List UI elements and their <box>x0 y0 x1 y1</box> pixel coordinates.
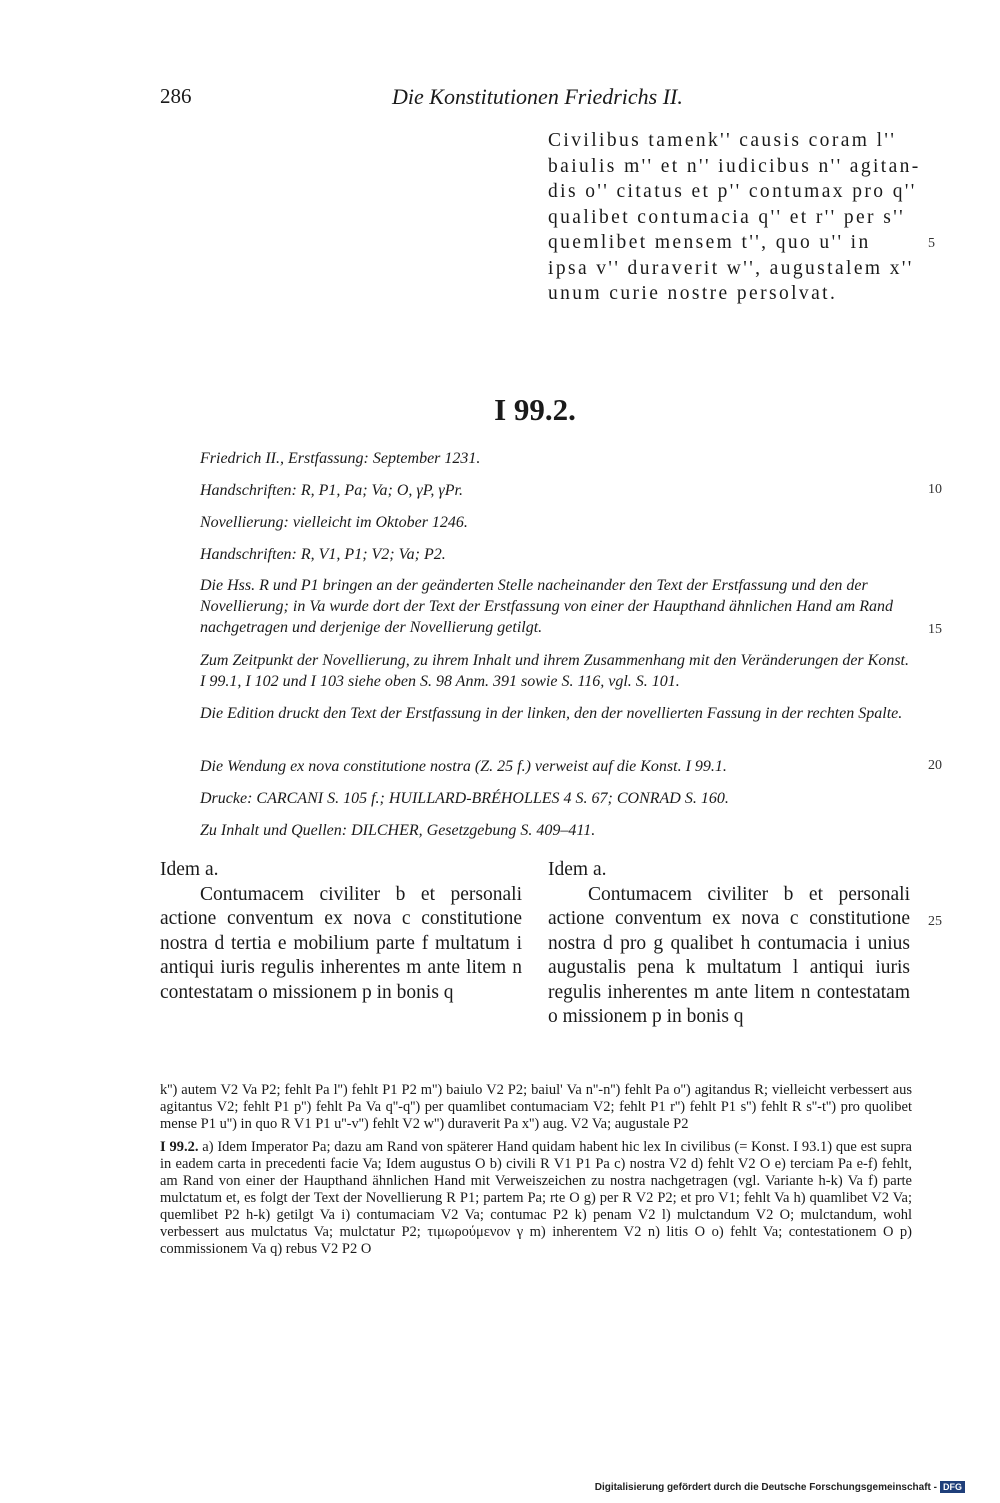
right-column-heading: Idem a. <box>548 859 607 880</box>
intro-paragraph: Novellierung: vielleicht im Oktober 1246. <box>200 514 468 531</box>
continued-line: quemlibet mensem t'', quo u'' in <box>548 232 871 253</box>
right-column-revised-version <box>548 858 910 1030</box>
intro-paragraph: Die Edition druckt den Text der Erstfassung in der linken, den der novellierten Fassung in der rechten Spalte. <box>200 705 903 722</box>
intro-paragraph: Die Wendung ex nova constitutione nostra (Z. 25 f.) verweist auf die Konst. I 99.1. <box>200 758 727 775</box>
intro-paragraph: Friedrich II., Erstfassung: September 1231. <box>200 450 481 467</box>
footnotes-section <box>160 1139 912 1258</box>
left-column-first-version <box>160 858 522 1005</box>
running-title: Die Konstitutionen Friedrichs II. <box>392 84 683 109</box>
critical-apparatus <box>160 1082 912 1264</box>
continued-text-block <box>548 128 921 307</box>
continued-line: ipsa v'' duraverit w'', augustalem x'' <box>548 257 914 279</box>
line-number-20: 20 <box>928 758 942 773</box>
line-number-10: 10 <box>928 482 942 497</box>
footnotes-continued: k'') autem V2 Va P2; fehlt Pa l'') fehlt P1 P2 m'') baiulo V2 P2; baiul' Va n''-n'') fehlt Pa o'') agitandus R; vielleicht verbessert aus agitantus V2; fehlt P1 p'') fehlt Pa Va q''-q'') per quamlibet contumaciam V2; fehlt P1 r'') fehlt P1 s'') fehlt R s''-t'') pro quolibet mense P1 u'') in quo R V1 P1 u''-v'') fehlt V2 w'') duraverit Pa x'') aug. V2 Va; augustale P2 <box>160 1082 912 1132</box>
continued-line: baiulis m'' et n'' iudicibus n'' agitan- <box>548 155 921 177</box>
intro-paragraph: Handschriften: R, P1, Pa; Va; O, γP, γPr. <box>200 482 463 499</box>
footer-credit <box>595 1481 965 1493</box>
intro-paragraph: Handschriften: R, V1, P1; V2; Va; P2. <box>200 546 446 563</box>
line-number-15: 15 <box>928 622 942 637</box>
footnotes-section-label: I 99.2. <box>160 1139 199 1155</box>
left-column-body: Contumacem civiliter b et personali actione conventum ex nova c constitutione nostra d tertia e mobilium parte f multatum i antiqui iuris regulis inherentes m ante litem n contestatam o missionem p in bonis q <box>160 883 522 1003</box>
intro-paragraph: Die Hss. R und P1 bringen an der geänderten Stelle nacheinander den Text der Erstfassung und den der Novellierung; in Va wurde dort der Text der Erstfassung von einer der Haupthand ähnlichen Hand am Rand nachgetragen und derjenige der Novellierung getilgt. <box>200 577 893 636</box>
left-column-heading: Idem a. <box>160 859 219 880</box>
intro-paragraph: Drucke: CARCANI S. 105 f.; HUILLARD-BRÉHOLLES 4 S. 67; CONRAD S. 160. <box>200 790 729 807</box>
footnotes-section-text: a) Idem Imperator Pa; dazu am Rand von späterer Hand quidam habent hic lex In civilibus (= Konst. I 93.1) que est supra in eadem carta in precedenti facie Va; Idem augustus O b) civili R V1 P1 Pa c) nostra V2 d) fehlt V2 O e) terciam Pa e-f) fehlt, am Rand von einer der Haupthand ähnlichen Hand mit Verweiszeichen zu nostra nachgetragen (vgl. Variante h-k) Va f) parte mulctatum et, es folgt der Text der Novellierung R P1; partem Pa; rte O g) per R V2 P2; et pro V1; fehlt Va h) quamlibet V2 Va; quemlibet P2 h-k) getilgt Va i) contumaciam V2 Va; contumac P2 k) penam V2 l) mulctandum V2 O; mulctandum, wohl verbessert aus mulctatus Va; mulctatur P2; τιμωρούμενον γ m) inherentem V2 n) litis O o) fehlt Va; contestationem O p) commissionem Va q) rebus V2 P2 O <box>160 1139 912 1257</box>
footer-credit-text: Digitalisierung gefördert durch die Deutsche Forschungsgemeinschaft - <box>594 1481 937 1493</box>
intro-paragraph: Zum Zeitpunkt der Novellierung, zu ihrem Inhalt und ihrem Zusammenhang mit den Veränderungen der Konst. I 99.1, I 102 und I 103 siehe oben S. 98 Anm. 391 sowie S. 116, vgl. S. 101. <box>200 652 909 690</box>
right-column-body: Contumacem civiliter b et personali actione conventum ex nova c constitutione nostra d pro g qualibet h contumacia i unius augustalis pena k multatum l antiqui iuris regulis inherentes m ante litem n contestatam o missionem p in bonis q <box>548 883 910 1027</box>
dfg-logo: DFG <box>940 1481 965 1493</box>
intro-paragraph: Zu Inhalt und Quellen: DILCHER, Gesetzgebung S. 409–411. <box>200 822 596 839</box>
continued-line: unum curie nostre persolvat. <box>548 283 838 304</box>
line-number-5: 5 <box>928 236 935 251</box>
continued-line: dis o'' citatus et p'' contumax pro q'' <box>548 181 917 202</box>
page-number: 286 <box>160 84 192 108</box>
continued-line: qualibet contumacia q'' et r'' per s'' <box>548 206 906 228</box>
section-heading: I 99.2. <box>494 392 576 427</box>
continued-line: Civilibus tamenk'' causis coram l'' <box>548 130 897 151</box>
line-number-25: 25 <box>928 914 942 929</box>
